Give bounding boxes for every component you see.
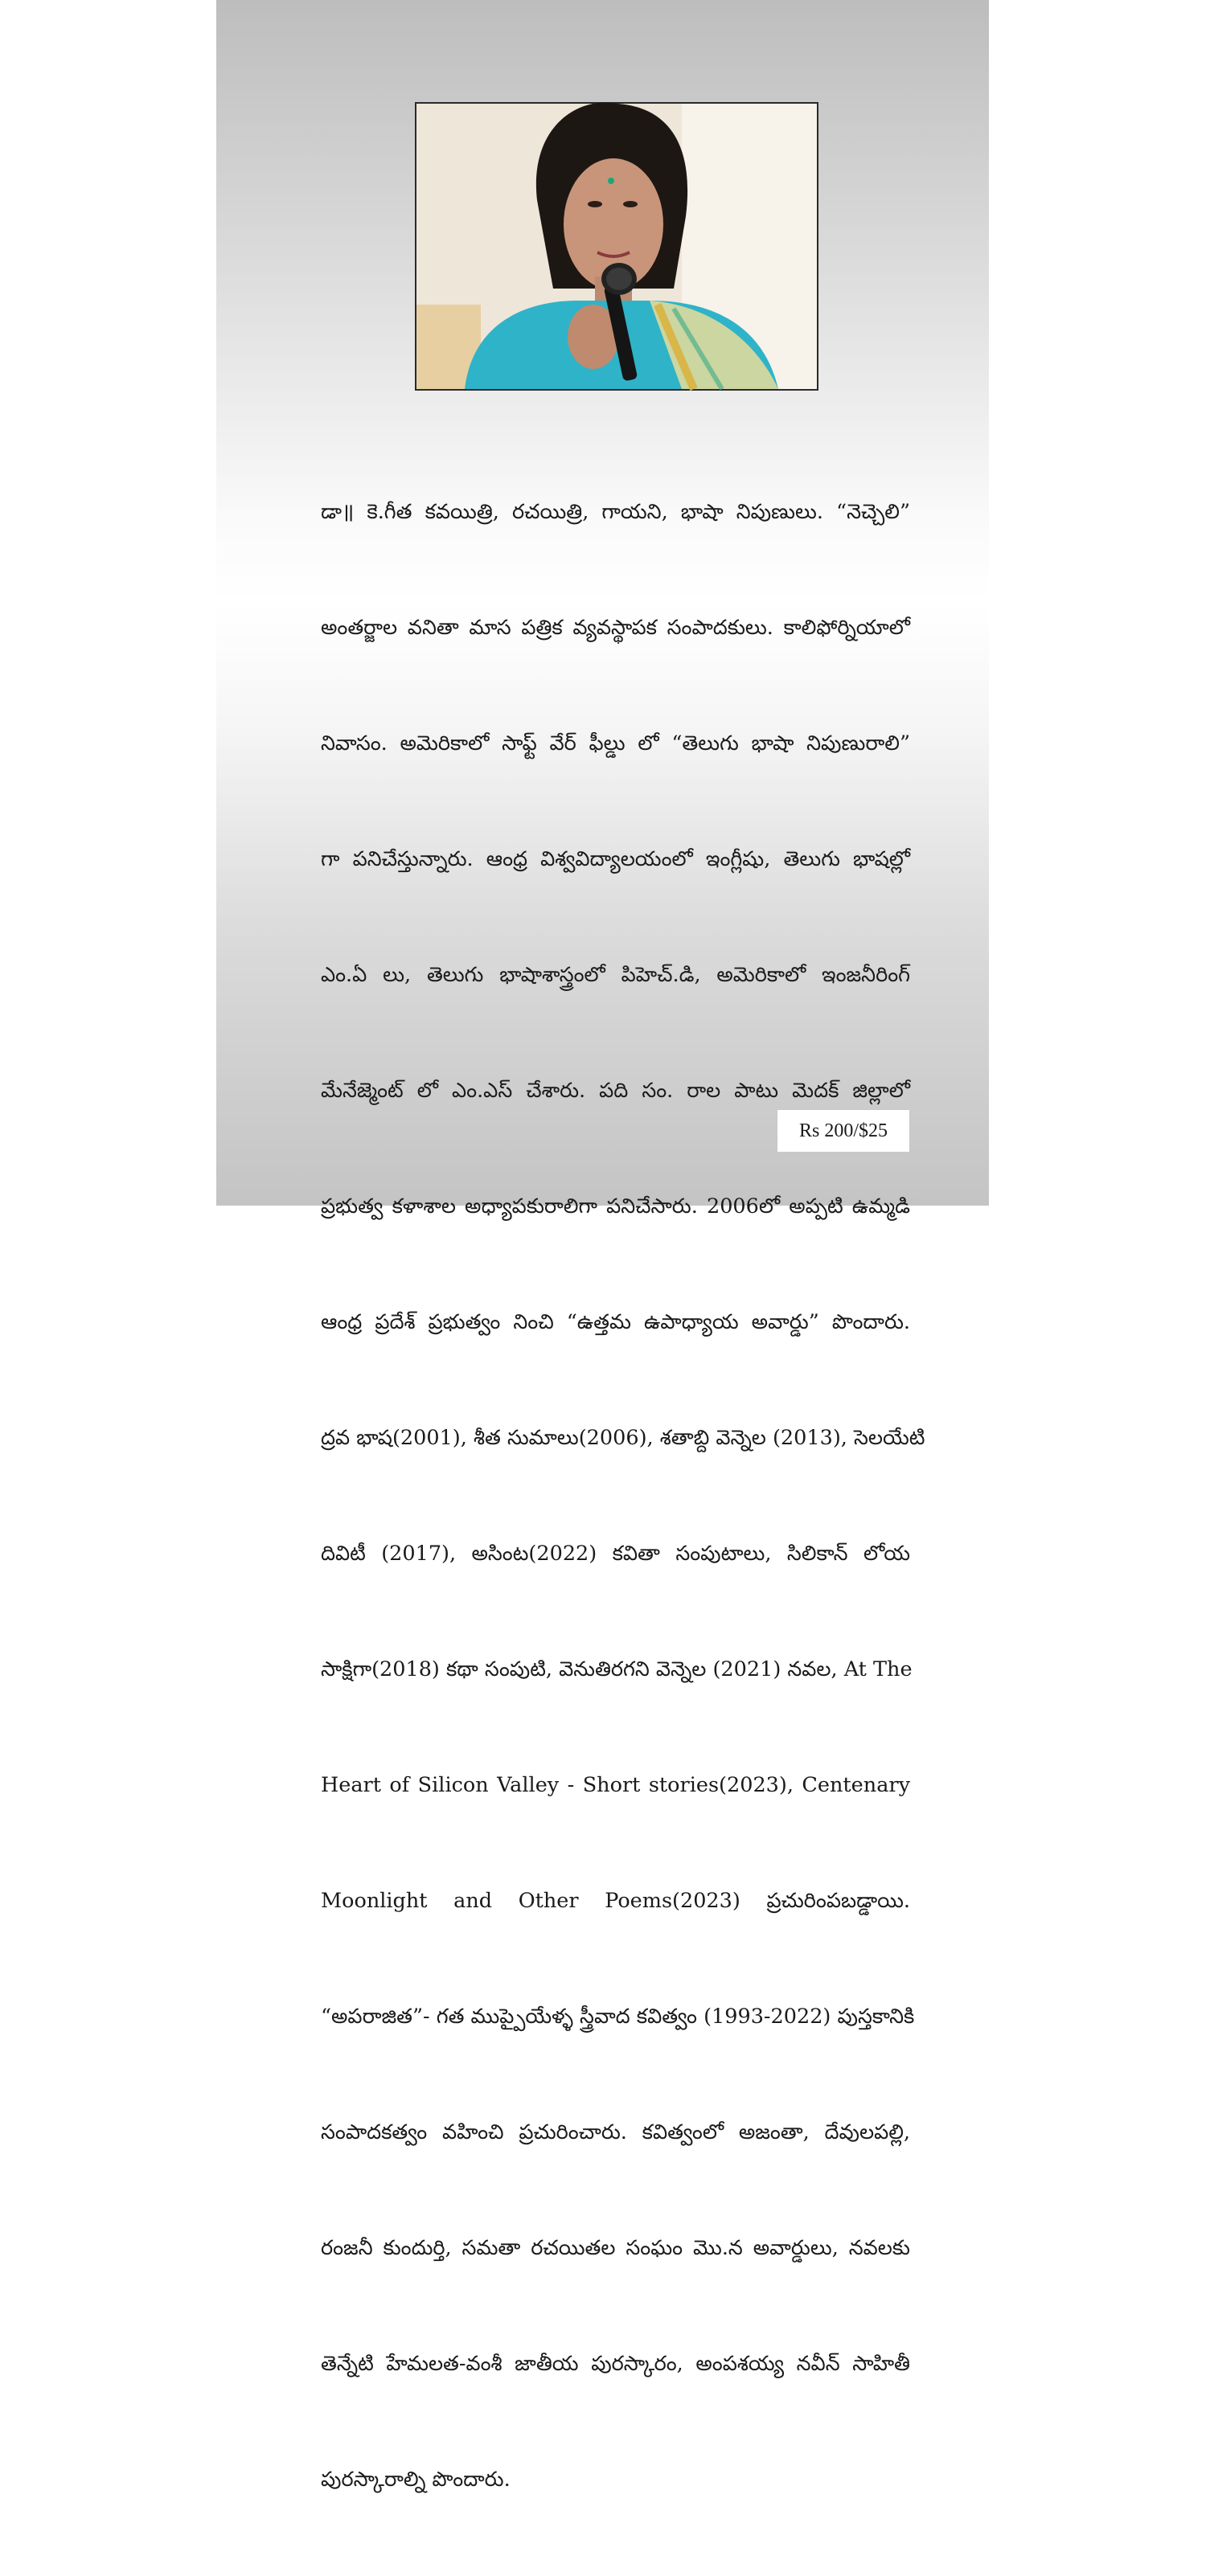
bio-line: దివిటీ (2017), అసింట(2022) కవితా సంపుటాలు, సిలికాన్ లోయ — [321, 1542, 910, 1566]
price-label: Rs 200/$25 — [777, 1109, 910, 1153]
bio-line: ఎం.ఏ లు, తెలుగు భాషాశాస్త్రంలో పిహెచ్.డి, అమెరికాలో ఇంజనీరింగ్ — [321, 963, 910, 987]
bio-line: రంజనీ కుందుర్తి, సమతా రచయితల సంఘం మొ.న అవార్డులు, నవలకు — [321, 2236, 910, 2260]
back-cover — [216, 0, 989, 2492]
author-portrait-image — [416, 104, 817, 389]
bio-line: “అపరాజిత”- గత ముప్పైయేళ్ళ స్త్రీవాద కవిత్వం (1993-2022) పుస్తకానికి — [321, 2005, 915, 2029]
bio-line: పురస్కారాల్ని పొందారు. — [321, 2467, 511, 2492]
bio-line: ఆంధ్ర ప్రదేశ్ ప్రభుత్వం నించి “ఉత్తమ ఉపాధ్యాయ అవార్డు” పొందారు. — [321, 1310, 910, 1334]
bio-line: అంతర్జాల వనితా మాస పత్రిక వ్యవస్థాపక సంపాదకులు. కాలిఫోర్నియాలో — [321, 616, 910, 640]
bio-line: నివాసం. అమెరికాలో సాఫ్ట్ వేర్ ఫీల్డు లో “తెలుగు భాషా నిపుణురాలి” — [321, 731, 910, 756]
bio-line: తెన్నేటి హేమలత-వంశీ జాతీయ పురస్కారం, అంపశయ్య నవీన్ సాహితీ — [321, 2352, 910, 2376]
bio-line: ప్రభుత్వ కళాశాల అధ్యాపకురాలిగా పనిచేసారు. 2006లో అప్పటి ఉమ్మడి — [321, 1194, 910, 1218]
author-photo — [415, 102, 818, 391]
author-biography — [321, 416, 925, 2576]
bio-line: సంపాదకత్వం వహించి ప్రచురించారు. కవిత్వంలో అజంతా, దేవులపల్లి, — [321, 2120, 910, 2144]
bio-line: Heart of Silicon Valley - Short stories(2023), Centenary — [321, 1773, 910, 1797]
bio-line: Moonlight and Other Poems(2023) ప్రచురింపబడ్డాయి. — [321, 1889, 910, 1913]
bio-line: డా॥ కె.గీత కవయిత్రి, రచయిత్రి, గాయని, భాషా నిపుణులు. “నెచ్చెలి” — [321, 500, 910, 524]
bio-line: గా పనిచేస్తున్నారు. ఆంధ్ర విశ్వవిద్యాలయంలో ఇంగ్లీషు, తెలుగు భాషల్లో — [321, 847, 910, 871]
bio-line: ద్రవ భాష(2001), శీత సుమాలు(2006), శతాబ్ది వెన్నెల (2013), సెలయేటి — [321, 1426, 925, 1450]
bio-line: మేనేజ్మెంట్ లో ఎం.ఎస్ చేశారు. పది సం. రాల పాటు మెదక్ జిల్లాలో — [321, 1079, 910, 1103]
bio-line: సాక్షిగా(2018) కథా సంపుటి, వెనుతిరగని వెన్నెల (2021) నవల, At The — [321, 1657, 913, 1681]
